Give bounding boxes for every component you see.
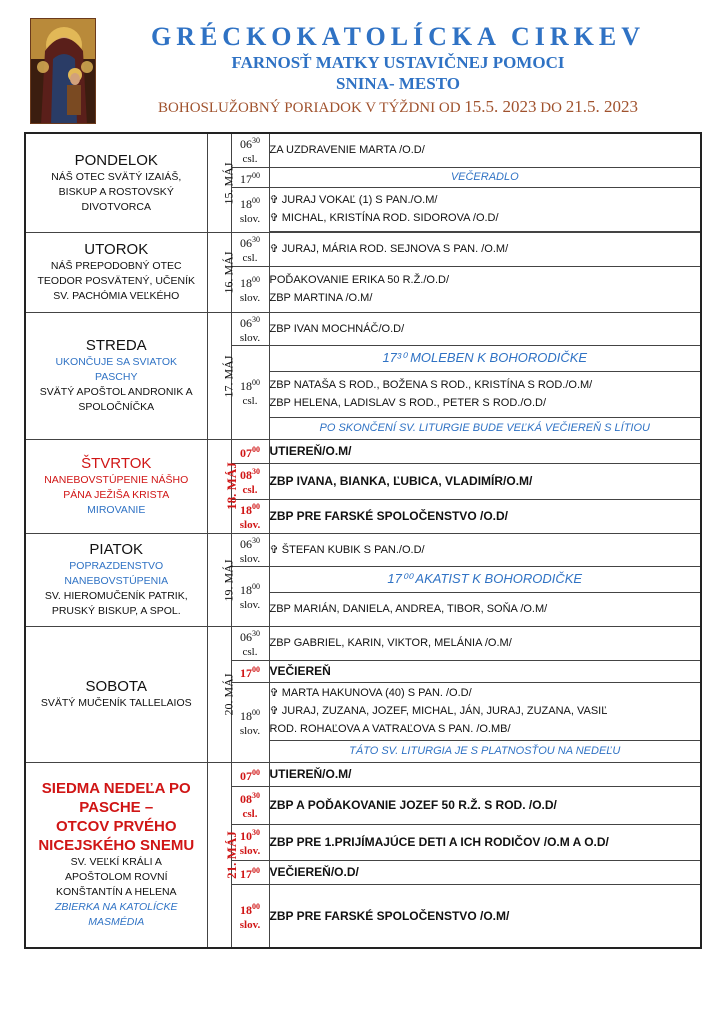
intention-cell: ✞ JURAJ VOKAĽ (1) S PAN./O.M/ ✞ MICHAL, KRISTÍNA ROD. SIDOROVA /O.D/ [269,187,701,231]
note-cell: TÁTO SV. LITURGIA JE S PLATNOSŤOU NA NEDEĽU [269,740,701,762]
day-feast: UKONČUJE SA SVIATOK [55,356,178,368]
time-cell: $06^{30}$ csl. [231,232,269,266]
intention-cell: VEČERADLO [269,167,701,187]
date-cell [207,626,236,762]
intention-cell: ZBP NATAŠA S ROD., BOŽENA S ROD., KRISTÍNA S ROD./O.M/ ZBP HELENA, LADISLAV S ROD., PETER S ROD./O.D/ [269,371,701,417]
day-feast: NÁŠ OTEC SVÄTÝ IZAIÁŠ, [51,170,182,183]
schedule-subtitle: BOHOSLUŽOBNÝ PORIADOK V TÝŽDNI OD 15.5. 2023 DO 21.5. 2023 [158,97,638,116]
town-name: SNINA- MESTO [336,74,460,93]
time-cell: $18^{00}$ slov. [231,266,269,312]
day-name: PASCHE – [79,799,154,817]
time-cell: $18^{00}$ slov. [231,499,269,533]
day-cell-friday [25,533,207,626]
date-cell [207,762,239,948]
time-cell: $06^{30}$ slov. [231,533,269,566]
day-cell-tuesday [25,232,207,312]
day-feast: APOŠTOLOM ROVNÍ [65,871,168,884]
table-row [25,133,701,167]
table-row [25,312,701,345]
time-cell: $17^{00}$ [231,167,269,187]
day-name: PONDELOK [74,151,158,169]
note-cell: PO SKONČENÍ SV. LITURGIE BUDE VEĽKÁ VEČIEREŇ S LÍTIOU [269,417,701,439]
day-feast: KONŠTANTÍN A HELENA [55,886,177,899]
intention-cell: ✞ MARTA HAKUNOVA (40) S PAN. /O.D/ ✞ JURAJ, ZUZANA, JOZEF, MICHAL, JÁN, JURAJ, ZUZANA, VASIĽ ROD. ROHAĽOVA A VATRAĽOVA S PAN. /O.MB/ [269,682,701,740]
date-label: 15. MÁJ [221,162,236,205]
time-cell: $18^{00}$ slov. [231,682,269,762]
date-label: 16. MÁJ [221,251,236,294]
intention-cell: ZA UZDRAVENIE MARTA /O.D/ [269,133,701,167]
day-feast: DIVOTVORCA [81,200,151,213]
day-feast: NÁŠ PREPODOBNÝ OTEC [50,260,182,272]
day-name: UTOROK [84,241,149,258]
date-label: 21. MÁJ [223,830,239,879]
time-cell: $10^{30}$ slov. [231,824,269,860]
day-feast: SV. HIEROMUČENÍK PATRIK, [44,590,188,602]
day-name: OTCOV PRVÉHO [55,818,177,836]
day-feast: PASCHY [95,371,138,383]
day-feast: PÁNA JEŽIŠA KRISTA [63,489,170,501]
date-label: 20. MÁJ [221,673,236,716]
time-cell: $18^{00}$ csl. [231,345,269,439]
akatist-cell: 17⁰⁰ AKATIST K BOHORODIČKE [269,566,701,592]
date-label: 19. MÁJ [221,558,236,602]
table-row [25,232,701,266]
church-title: GRÉCKOKATOLÍCKA CIRKEV [150,22,646,51]
madonna-icon [30,18,96,124]
day-name: PIATOK [89,541,144,558]
day-feast: TEODOR POSVÄTENÝ, UČENÍK [37,275,196,287]
table-row [25,533,701,566]
table-row [25,439,701,463]
day-cell-saturday [25,626,207,762]
header [98,22,698,119]
day-feast: SVÄTÝ MUČENÍK TALLELAIOS [40,697,192,709]
date-cell [207,533,236,626]
intention-cell: ZBP A POĎAKOVANIE JOZEF 50 R.Ž. S ROD. /O.D/ [269,786,701,824]
day-feast: ZBIERKA NA KATOLÍCKE [54,901,178,914]
day-feast: SPOLOČNÍČKA [78,401,155,413]
day-feast: MASMÉDIA [88,916,145,929]
day-feast: POPRAZDENSTVO [69,560,164,572]
time-cell: $07^{00}$ [231,762,269,786]
date-cell [207,232,236,312]
intention-cell: ZBP PRE FARSKÉ SPOLOČENSTVO /O.D/ [269,499,701,533]
intention-cell: POĎAKOVANIE ERIKA 50 R.Ž./O.D/ ZBP MARTINA /O.M/ [269,266,701,312]
table-row [25,626,701,660]
intention-cell: ZBP MARIÁN, DANIELA, ANDREA, TIBOR, SOŇA /O.M/ [269,592,701,626]
intention-cell: VEČIEREŇ/O.D/ [269,860,701,884]
intention-cell: VEČIEREŇ [269,660,701,682]
day-feast: SV. PACHÓMIA VEĽKÉHO [53,290,180,302]
time-cell: $08^{30}$ csl. [231,463,269,499]
intention-cell: UTIEREŇ/O.M/ [269,762,701,786]
time-cell: $17^{00}$ [231,860,269,884]
intention-cell: ZBP IVANA, BIANKA, ĽUBICA, VLADIMÍR/O.M/ [269,463,701,499]
date-label: 17. MÁJ [221,354,236,398]
date-label: 18. MÁJ [223,462,239,510]
time-cell: $18^{00}$ slov. [231,884,269,948]
moleben-cell: 17³⁰ MOLEBEN K BOHORODIČKE [269,345,701,371]
day-cell-wednesday [25,312,207,439]
day-feast: NANEBOVSTÚPENIA [64,575,169,587]
date-cell [207,312,236,439]
intention-cell: ✞ JURAJ, MÁRIA ROD. SEJNOVA S PAN. /O.M/ [269,232,701,266]
intention-cell: ✞ ŠTEFAN KUBIK S PAN./O.D/ [269,533,701,566]
day-feast: PRUSKÝ BISKUP, A SPOL. [51,605,181,617]
day-name: ŠTVRTOK [81,455,152,472]
table-row [25,762,701,786]
day-feast: NANEBOVSTÚPENIE NÁŠHO [44,474,189,486]
time-cell: $18^{00}$ slov. [231,566,269,626]
date-cell [207,133,236,232]
day-cell-sunday [25,762,207,948]
time-cell: $06^{30}$ csl. [231,626,269,660]
time-cell: $08^{30}$ csl. [231,786,269,824]
intention-cell: UTIEREŇ/O.M/ [269,439,701,463]
intention-cell: ZBP GABRIEL, KARIN, VIKTOR, MELÁNIA /O.M/ [269,626,701,660]
day-name: NICEJSKÉHO SNEMU [38,837,195,855]
intention-cell: ZBP PRE FARSKÉ SPOLOČENSTVO /O.M/ [269,884,701,948]
day-name: SIEDMA NEDEĽA PO [41,780,191,798]
day-feast: SVÄTÝ APOŠTOL ANDRONIK A [39,386,193,398]
intention-cell: ZBP PRE 1.PRIJÍMAJÚCE DETI A ICH RODIČOV /O.M A O.D/ [269,824,701,860]
time-cell: $06^{30}$ csl. [231,133,269,167]
parish-name: FARNOSŤ MATKY USTAVIČNEJ POMOCI [231,53,565,72]
day-name: STREDA [85,337,147,354]
intention-cell: ZBP IVAN MOCHNÁČ/O.D/ [269,312,701,345]
time-cell: $17^{00}$ [231,660,269,682]
date-cell [207,439,239,533]
day-cell-thursday [25,439,207,533]
time-cell: $06^{30}$ slov. [231,312,269,345]
day-cell-monday [25,133,207,232]
time-cell: $07^{00}$ [231,439,269,463]
day-feast: SV. VEĽKÍ KRÁLI A [70,856,162,869]
day-name: SOBOTA [85,678,147,695]
time-cell: $18^{00}$ slov. [231,187,269,232]
day-feast: BISKUP A ROSTOVSKÝ [58,185,174,198]
schedule-table [24,132,702,949]
day-feast: MIROVANIE [87,504,146,516]
